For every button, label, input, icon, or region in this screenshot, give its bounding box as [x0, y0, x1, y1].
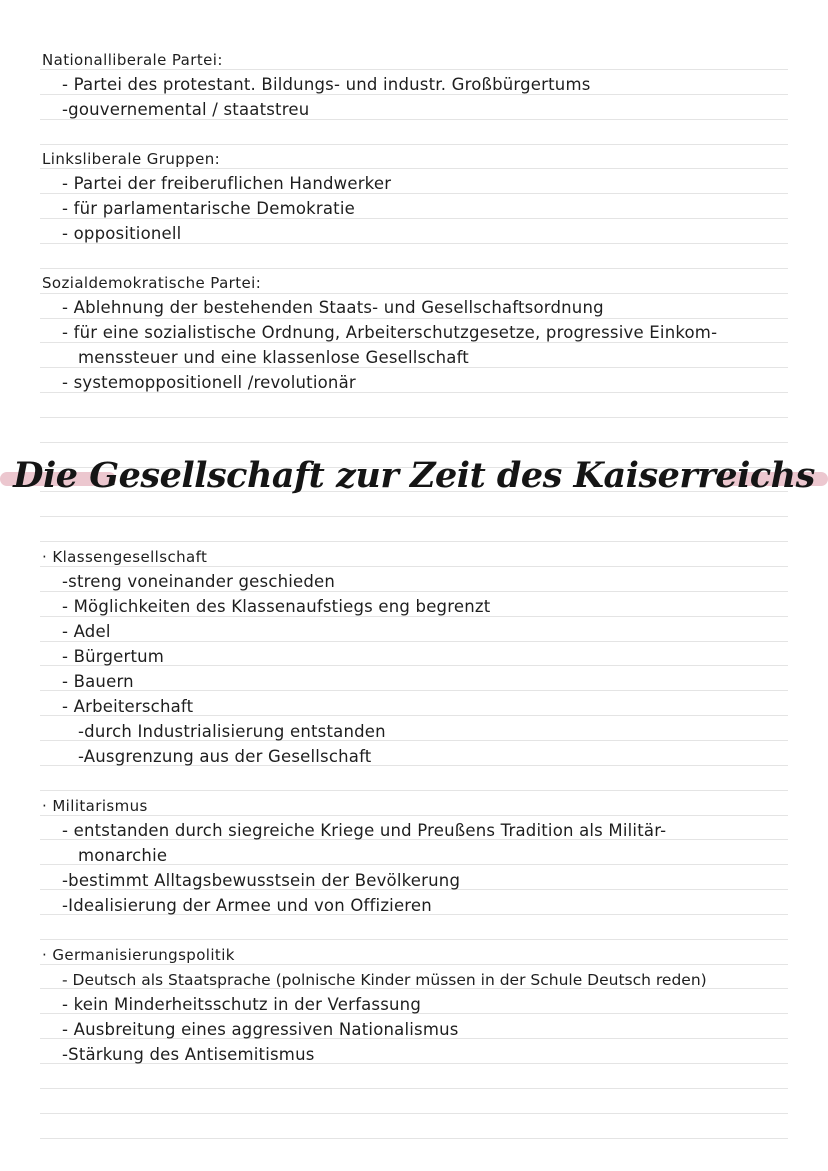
- bullet-line: - Adel: [62, 622, 111, 641]
- ruled-line: [40, 1113, 788, 1114]
- bullet-line: -bestimmt Alltagsbewusstsein der Bevölkerung: [62, 871, 461, 890]
- section-heading: · Klassengesellschaft: [42, 548, 208, 566]
- ruled-line: [40, 690, 788, 691]
- bullet-line: - Partei des protestant. Bildungs- und industr. Großbürgertums: [62, 75, 591, 94]
- bullet-line: - Bauern: [62, 672, 134, 691]
- bullet-line: -gouvernemental / staatstreu: [62, 100, 310, 119]
- ruled-line: [40, 1138, 788, 1139]
- ruled-line: [40, 815, 788, 816]
- bullet-line: -Idealisierung der Armee und von Offizieren: [62, 896, 432, 915]
- ruled-line: [40, 144, 788, 145]
- bullet-line: - Ausbreitung eines aggressiven Nationalismus: [62, 1020, 459, 1039]
- bullet-line: -Stärkung des Antisemitismus: [62, 1045, 315, 1064]
- ruled-line: [40, 790, 788, 791]
- section-heading: Nationalliberale Partei:: [42, 51, 223, 69]
- sub-bullet-line: -durch Industrialisierung entstanden: [78, 722, 386, 741]
- bullet-line: - systemoppositionell /revolutionär: [62, 373, 356, 392]
- section-heading: Sozialdemokratische Partei:: [42, 274, 262, 292]
- sub-bullet-line: -Ausgrenzung aus der Gesellschaft: [78, 747, 372, 766]
- bullet-line: - Möglichkeiten des Klassenaufstiegs eng begrenzt: [62, 597, 491, 616]
- bullet-line-continued: menssteuer und eine klassenlose Gesellschaft: [78, 348, 469, 367]
- ruled-line: [40, 417, 788, 418]
- bullet-line: - Arbeiterschaft: [62, 697, 194, 716]
- ruled-line: [40, 442, 788, 443]
- bullet-line: - Bürgertum: [62, 647, 165, 666]
- bullet-line: - Deutsch als Staatsprache (polnische Kinder müssen in der Schule Deutsch reden): [62, 971, 707, 989]
- bullet-line-continued: monarchie: [78, 846, 168, 865]
- section-heading: · Militarismus: [42, 797, 148, 815]
- bullet-line: - Ablehnung der bestehenden Staats- und Gesellschaftsordnung: [62, 298, 604, 317]
- section-heading: · Germanisierungspolitik: [42, 946, 235, 964]
- bullet-line: -streng voneinander geschieden: [62, 572, 336, 591]
- page-title: Die Gesellschaft zur Zeit des Kaiserreichs: [13, 455, 815, 496]
- bullet-line: - oppositionell: [62, 224, 182, 243]
- ruled-line: [40, 268, 788, 269]
- bullet-line: - Partei der freiberuflichen Handwerker: [62, 174, 392, 193]
- ruled-line: [40, 541, 788, 542]
- ruled-line: [40, 939, 788, 940]
- bullet-line: - für parlamentarische Demokratie: [62, 199, 355, 218]
- section-heading: Linksliberale Gruppen:: [42, 150, 221, 168]
- ruled-line: [40, 516, 788, 517]
- ruled-line: [40, 641, 788, 642]
- bullet-line: - für eine sozialistische Ordnung, Arbeiterschutzgesetze, progressive Einkom-: [62, 323, 718, 342]
- bullet-line: - kein Minderheitsschutz in der Verfassung: [62, 995, 422, 1014]
- ruled-line: [40, 1088, 788, 1089]
- bullet-line: - entstanden durch siegreiche Kriege und Preußens Tradition als Militär-: [62, 821, 667, 840]
